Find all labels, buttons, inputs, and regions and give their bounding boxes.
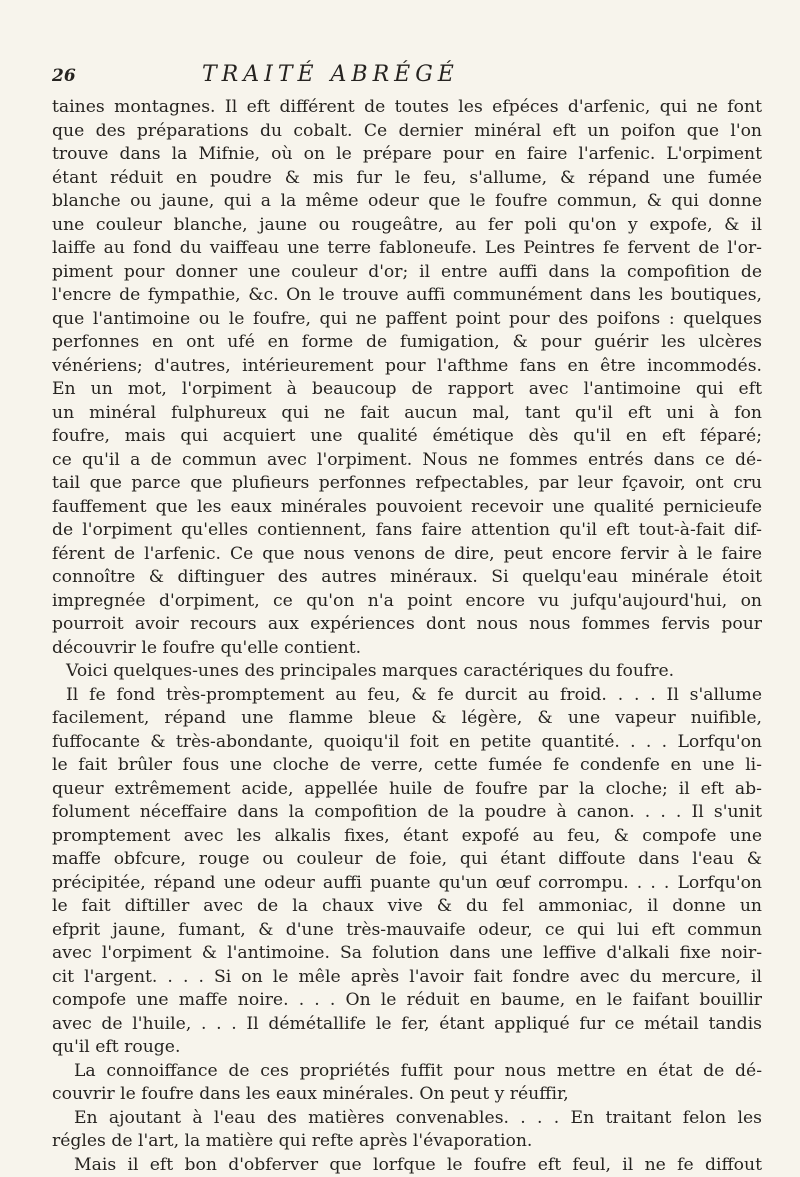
text-line: un minéral fulphureux qui ne fait aucun mal, tant qu'il eft uni à fon — [52, 402, 762, 426]
text-line: Mais il eft bon d'obferver que lorfque le foufre eft feul, il ne fe diffout — [52, 1154, 762, 1177]
text-line: découvrir le foufre qu'elle contient. — [52, 637, 762, 661]
text-line: l'encre de fympathie, &c. On le trouve auffi communément dans les boutiques, — [52, 284, 762, 308]
text-line: En ajoutant à l'eau des matières convenables. . . . En traitant felon les — [52, 1107, 762, 1131]
text-line: connoître & diftinguer des autres minéraux. Si quelqu'eau minérale étoit — [52, 566, 762, 590]
running-title: TRAITÉ ABRÉGÉ — [202, 62, 459, 87]
text-line: avec l'orpiment & l'antimoine. Sa folution dans une leffive d'alkali fixe noir- — [52, 942, 762, 966]
text-line: folument néceffaire dans la compofition de la poudre à canon. . . . Il s'unit — [52, 801, 762, 825]
text-line: Voici quelques-unes des principales marques caractériques du foufre. — [52, 660, 762, 684]
book-page — [52, 66, 762, 1177]
text-line: impregnée d'orpiment, ce qu'on n'a point encore vu jufqu'aujourd'hui, on — [52, 590, 762, 614]
text-line: promptement avec les alkalis fixes, étant expofé au feu, & compofe une — [52, 825, 762, 849]
text-line: facilement, répand une flamme bleue & légère, & une vapeur nuifible, — [52, 707, 762, 731]
text-line: piment pour donner une couleur d'or; il entre auffi dans la compofition de — [52, 261, 762, 285]
text-line: fauffement que les eaux minérales pouvoient recevoir une qualité pernicieufe — [52, 496, 762, 520]
text-line: foufre, mais qui acquiert une qualité émétique dès qu'il en eft féparé; — [52, 425, 762, 449]
text-line: pourroit avoir recours aux expériences dont nous nous fommes fervis pour — [52, 613, 762, 637]
text-line: férent de l'arfenic. Ce que nous venons de dire, peut encore fervir à le faire — [52, 543, 762, 567]
text-line: blanche ou jaune, qui a la même odeur que le foufre commun, & qui donne — [52, 190, 762, 214]
text-line: étant réduit en poudre & mis fur le feu, s'allume, & répand une fumée — [52, 167, 762, 191]
text-line: taines montagnes. Il eft différent de toutes les efpéces d'arfenic, qui ne font — [52, 96, 762, 120]
text-line: couvrir le foufre dans les eaux minérales. On peut y réuffir, — [52, 1083, 762, 1107]
text-line: vénériens; d'autres, intérieurement pour l'afthme fans en être incommodés. — [52, 355, 762, 379]
text-line: trouve dans la Mifnie, où on le prépare pour en faire l'arfenic. L'orpiment — [52, 143, 762, 167]
text-line: le fait brûler fous une cloche de verre, cette fumée fe condenfe en une li- — [52, 754, 762, 778]
text-line: avec de l'huile, . . . Il démétallife le fer, étant appliqué fur ce métail tandis — [52, 1013, 762, 1037]
text-line: de l'orpiment qu'elles contiennent, fans faire attention qu'il eft tout-à-fait dif- — [52, 519, 762, 543]
text-line: perfonnes en ont ufé en forme de fumigation, & pour guérir les ulcères — [52, 331, 762, 355]
text-line: En un mot, l'orpiment à beaucoup de rapport avec l'antimoine qui eft — [52, 378, 762, 402]
text-line: Il fe fond très-promptement au feu, & fe durcit au froid. . . . Il s'allume — [52, 684, 762, 708]
text-line: que l'antimoine ou le foufre, qui ne paffent point pour des poifons : quelques — [52, 308, 762, 332]
text-line: queur extrêmement acide, appellée huile de foufre par la cloche; il eft ab- — [52, 778, 762, 802]
text-line: fuffocante & très-abondante, quoiqu'il foit en petite quantité. . . . Lorfqu'on — [52, 731, 762, 755]
text-line: tail que parce que plufieurs perfonnes refpectables, par leur fçavoir, ont cru — [52, 472, 762, 496]
text-line: régles de l'art, la matière qui refte après l'évaporation. — [52, 1130, 762, 1154]
text-line: une couleur blanche, jaune ou rougeâtre, au fer poli qu'on y expofe, & il — [52, 214, 762, 238]
page-number: 26 — [52, 66, 76, 86]
text-line: laiffe au fond du vaiffeau une terre fabloneufe. Les Peintres fe fervent de l'or- — [52, 237, 762, 261]
text-line: cit l'argent. . . . Si on le mêle après l'avoir fait fondre avec du mercure, il — [52, 966, 762, 990]
text-line: efprit jaune, fumant, & d'une très-mauvaife odeur, ce qui lui eft commun — [52, 919, 762, 943]
text-line: précipitée, répand une odeur auffi puante qu'un œuf corrompu. . . . Lorfqu'on — [52, 872, 762, 896]
text-line: maffe obfcure, rouge ou couleur de foie, qui étant diffoute dans l'eau & — [52, 848, 762, 872]
text-line: le fait diftiller avec de la chaux vive & du fel ammoniac, il donne un — [52, 895, 762, 919]
text-line: ce qu'il a de commun avec l'orpiment. Nous ne fommes entrés dans ce dé- — [52, 449, 762, 473]
text-line: La connoiffance de ces propriétés fuffit pour nous mettre en état de dé- — [52, 1060, 762, 1084]
running-head — [52, 66, 762, 96]
text-line: qu'il eft rouge. — [52, 1036, 762, 1060]
text-line: que des préparations du cobalt. Ce dernier minéral eft un poifon que l'on — [52, 120, 762, 144]
body-text — [52, 96, 762, 1177]
text-line: compofe une maffe noire. . . . On le réduit en baume, en le faifant bouillir — [52, 989, 762, 1013]
